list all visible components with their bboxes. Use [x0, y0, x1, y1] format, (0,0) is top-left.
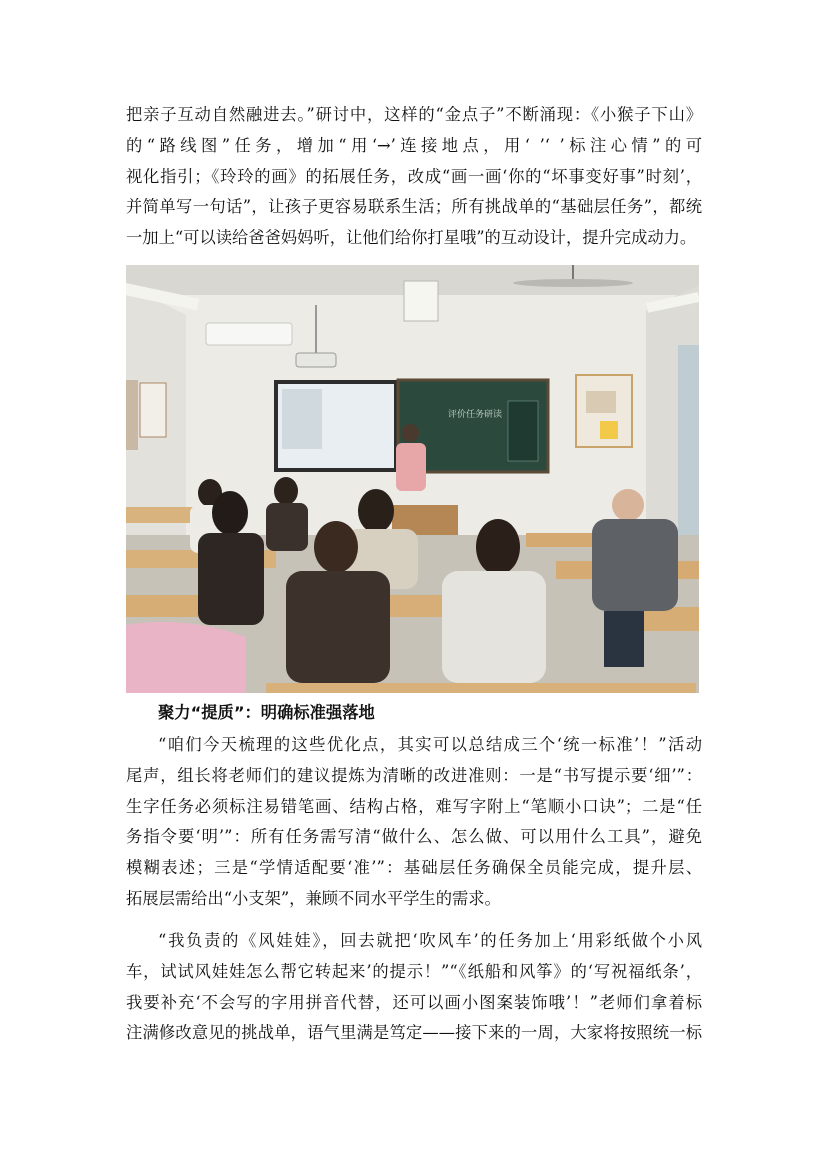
- text-line: 我要补充‘不会写的字用拼音代替，还可以画小图案装饰哦’！”老师们拿着标: [126, 992, 702, 1012]
- text-line: 拓展层需给出“小支架”，兼顾不同水平学生的需求。: [126, 888, 501, 908]
- text-line: “咱们今天梳理的这些优化点，其实可以总结成三个‘统一标准’！”活动: [158, 735, 702, 754]
- classroom-photo: [126, 265, 699, 693]
- text-line: 尾声，组长将老师们的建议提炼为清晰的改进准则：一是“书写提示要‘细’”：: [126, 765, 702, 785]
- text-line: “我负责的《风娃娃》，回去就把‘吹风车’的任务加上‘用彩纸做个小风: [158, 931, 702, 950]
- text-line: 生字任务必须标注易错笔画、结构占格，难写字附上“笔顺小口诀”；二是“任: [126, 796, 702, 816]
- text-line: 车，试试风娃娃怎么帮它转起来’的提示！”“《纸船和风筝》的‘写祝福纸条’，: [126, 961, 702, 981]
- text-line: 的“路线图”任务，增加“用‘→’连接地点，用‘ ’‘ ’标注心情”的可: [126, 135, 702, 155]
- paragraph-2: [126, 730, 702, 915]
- text-line: 视化指引；《玲玲的画》的拓展任务，改成“画一画‘你的“坏事变好事”时刻’，: [126, 166, 702, 186]
- text-line: 一加上“可以读给爸爸妈妈听，让他们给你打星哦”的互动设计，提升完成动力。: [126, 228, 697, 248]
- text-line: 把亲子互动自然融进去。”研讨中，这样的“金点子”不断涌现：《小猴子下山》: [126, 105, 702, 124]
- text-line: 注满修改意见的挑战单，语气里满是笃定——接下来的一周，大家将按照统一标: [126, 1023, 702, 1043]
- text-line: 务指令要‘明’”：所有任务需写清“做什么、怎么做、可以用什么工具”，避免: [126, 827, 702, 847]
- board-title: 评价任务研读: [448, 410, 503, 420]
- text-line: 并简单写一句话”，让孩子更容易联系生活；所有挑战单的“基础层任务”，都统: [126, 197, 702, 217]
- text-line: 模糊表述；三是“学情适配要‘准’”：基础层任务确保全员能完成，提升层、: [126, 858, 702, 878]
- paragraph-1: [126, 100, 702, 254]
- section-heading: 聚力“提质”：明确标准强落地: [158, 703, 375, 722]
- paragraph-3: [126, 926, 702, 1049]
